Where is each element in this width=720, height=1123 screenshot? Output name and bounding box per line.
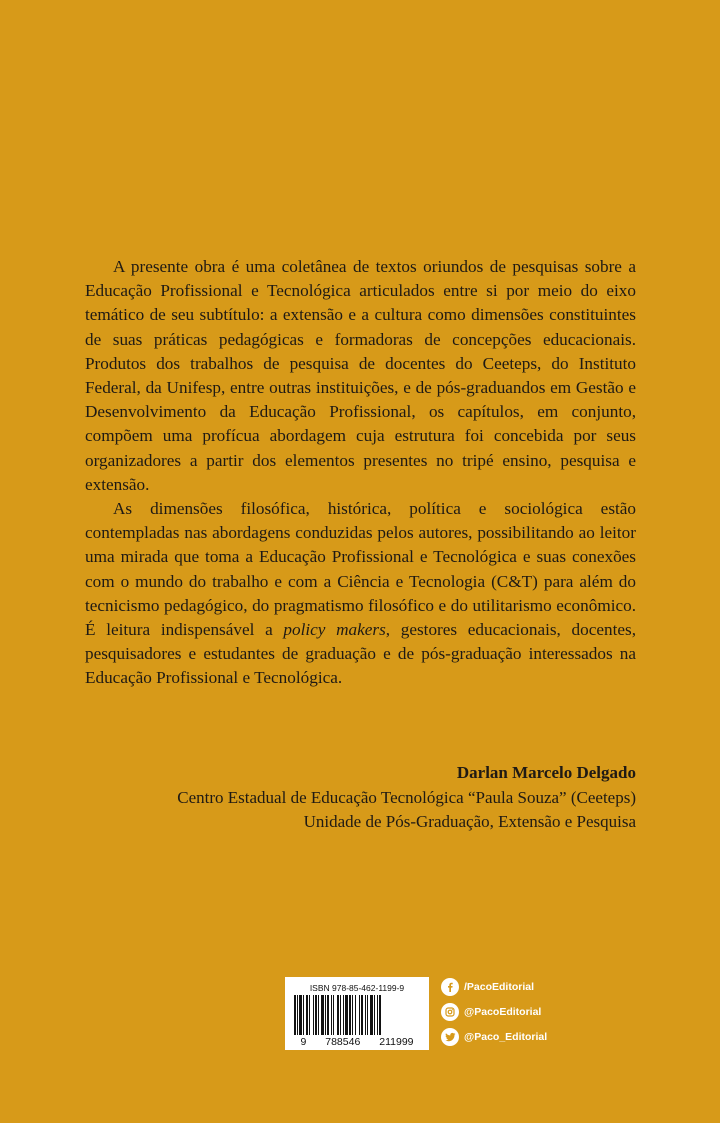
- barcode-bar: [294, 995, 296, 1035]
- social-twitter[interactable]: [441, 1027, 547, 1047]
- blurb-paragraph-2: [85, 497, 636, 691]
- barcode-bar: [355, 995, 356, 1035]
- barcode-bar: [299, 995, 302, 1035]
- social-facebook-label: /PacoEditorial: [464, 981, 535, 993]
- author-name: Darlan Marcelo Delgado: [456, 763, 636, 782]
- barcode-bars: [292, 995, 422, 1035]
- barcode-bar: [377, 995, 378, 1035]
- twitter-icon: [441, 1028, 459, 1046]
- author-affiliation-2: Unidade de Pós-Graduação, Extensão e Pesquisa: [303, 812, 636, 831]
- blurb-paragraph-2-start: As dimensões filosófica, histórica, política e sociológica estão contempladas nas abordagens conduzidas pelos autores, possibilitando ao leitor uma mirada que toma a Educação Profissional e Tecnológica e suas conexões com o mundo do trabalho e com a Ciência e Tecnologia (C&T) para além do tecnicismo pedagógico, do pragmatismo filosófico e do utilitarismo econômico. É leitura indispensável a: [85, 499, 636, 640]
- barcode-bar: [337, 995, 339, 1035]
- blurb-paragraph-1: A presente obra é uma coletânea de textos oriundos de pesquisas sobre a Educação Profissional e Tecnológica articulados entre si por meio do eixo temático de seu subtítulo: a extensão e a cultura como dimensões constituintes de suas práticas pedagógicas e formadoras de concepções educacionais. Produtos dos trabalhos de pesquisa de docentes do Ceeteps, do Instituto Federal, da Unifesp, entre outras instituições, e de pós-graduandos em Gestão e Desenvolvimento da Educação Profissional, os capítulos, em conjunto, compõem uma profícua abordagem cuja estrutura foi concebida por seus organizadores a partir dos elementos presentes no tripé ensino, pesquisa e extensão.: [85, 257, 636, 494]
- isbn-digit-group-1: 9: [300, 1036, 307, 1048]
- barcode-bar: [333, 995, 334, 1035]
- barcode-bar: [325, 995, 326, 1035]
- barcode-bar: [379, 995, 381, 1035]
- barcode-bar: [349, 995, 351, 1035]
- barcode-bar: [315, 995, 317, 1035]
- instagram-icon: [441, 1003, 459, 1021]
- barcode-bar: [361, 995, 363, 1035]
- barcode-bar: [318, 995, 319, 1035]
- author-signature: [177, 761, 636, 835]
- barcode-bar: [313, 995, 314, 1035]
- barcode-bar: [365, 995, 366, 1035]
- social-links: [441, 977, 547, 1052]
- barcode-bar: [367, 995, 368, 1035]
- barcode-bar: [331, 995, 332, 1035]
- barcode-bar: [297, 995, 298, 1035]
- barcode-bar: [352, 995, 353, 1035]
- isbn-barcode: [285, 977, 429, 1050]
- barcode-bar: [345, 995, 348, 1035]
- barcode-bar: [343, 995, 344, 1035]
- barcode-bar: [321, 995, 324, 1035]
- social-twitter-label: @Paco_Editorial: [464, 1031, 548, 1043]
- isbn-digits: [285, 1036, 429, 1048]
- facebook-icon: [441, 978, 459, 996]
- barcode-bar: [303, 995, 304, 1035]
- barcode-bar: [306, 995, 308, 1035]
- back-cover-blurb: [85, 255, 636, 691]
- isbn-label: ISBN 978-85-462-1199-9: [309, 983, 405, 993]
- social-instagram[interactable]: [441, 1002, 547, 1022]
- barcode-bar: [374, 995, 375, 1035]
- isbn-digit-group-2: 788546: [325, 1036, 361, 1048]
- barcode-bar: [340, 995, 341, 1035]
- social-instagram-label: @PacoEditorial: [464, 1006, 542, 1018]
- barcode-bar: [309, 995, 310, 1035]
- blurb-italic-term: policy makers: [283, 620, 386, 640]
- blurb-paragraph-2-end: , gestores educacionais, docentes, pesquisadores e estudantes de graduação e de pós-graduação interessados na Educação Profissional e Tecnológica.: [85, 620, 636, 688]
- isbn-digit-group-3: 211999: [379, 1036, 414, 1048]
- barcode-bar: [359, 995, 360, 1035]
- author-affiliation-1: Centro Estadual de Educação Tecnológica “Paula Souza” (Ceeteps): [177, 787, 636, 807]
- barcode-bar: [370, 995, 373, 1035]
- barcode-bar: [327, 995, 329, 1035]
- social-facebook[interactable]: [441, 977, 547, 997]
